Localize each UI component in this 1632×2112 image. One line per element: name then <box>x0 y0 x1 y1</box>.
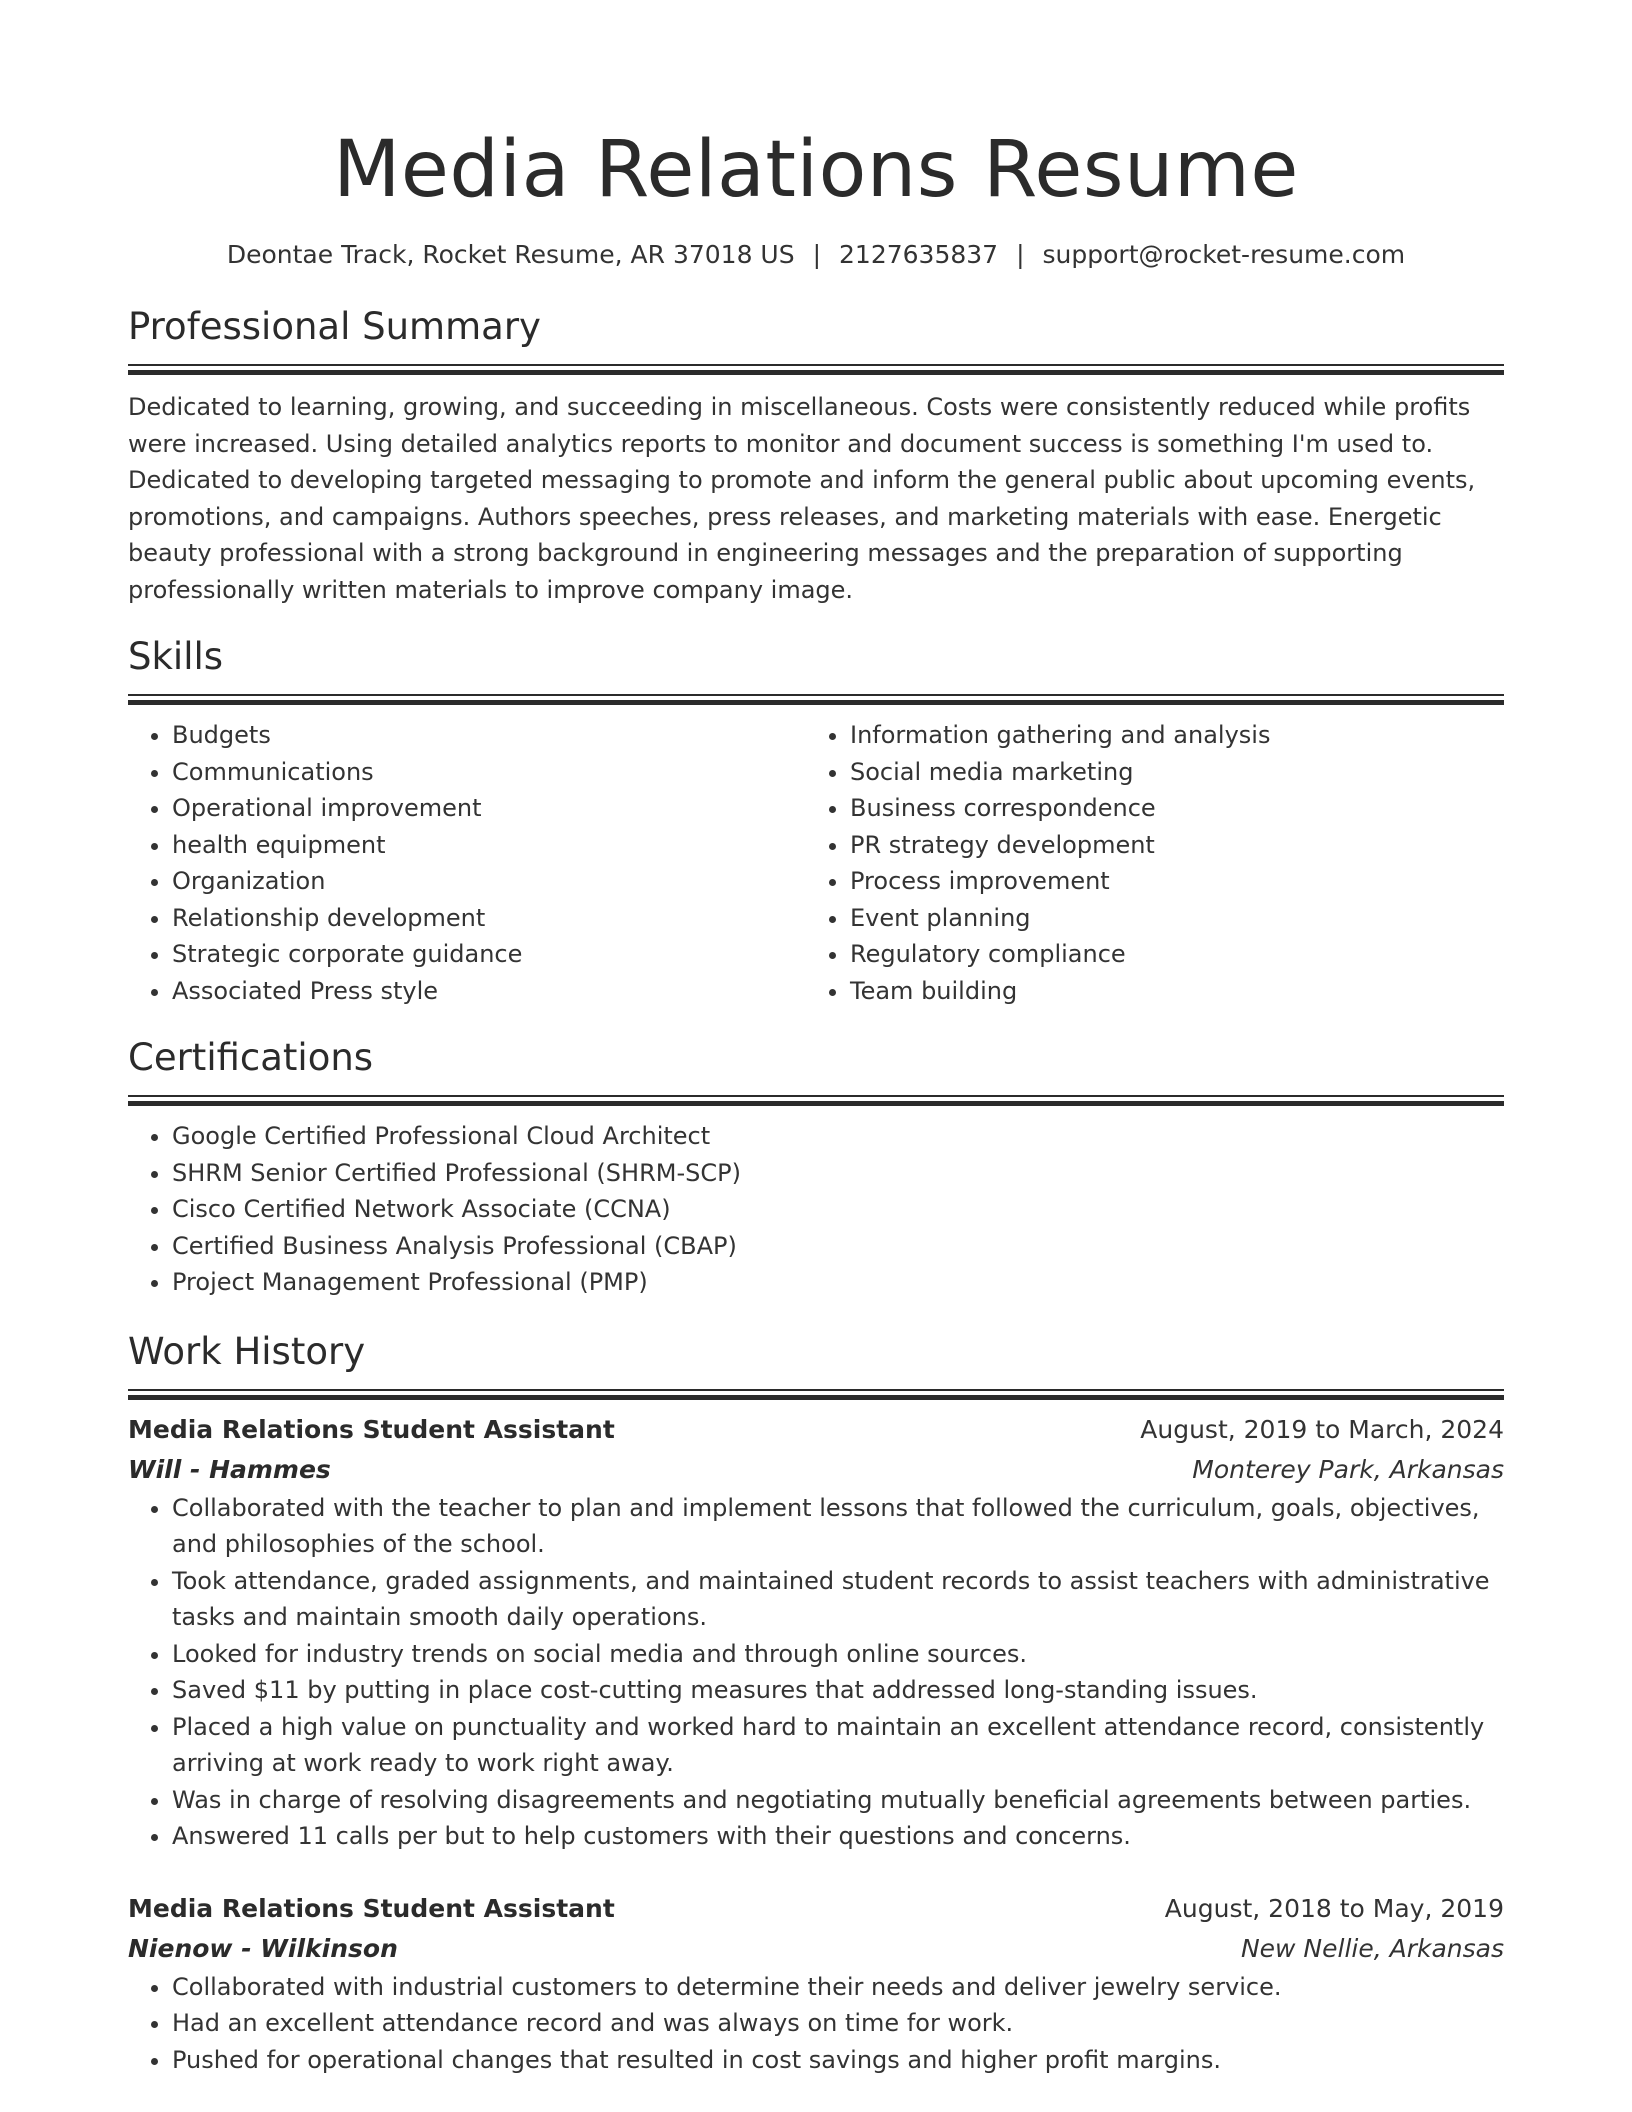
skill-item: • Strategic corporate guidance <box>172 936 806 973</box>
job-dates: August, 2019 to March, 2024 <box>1140 1414 1504 1444</box>
job-header <box>128 1410 1504 1450</box>
certification-item: • Certified Business Analysis Professional (CBAP) <box>172 1228 1504 1265</box>
job-bullets <box>128 1969 1504 2079</box>
contact-separator: | <box>812 240 822 269</box>
job-bullet: • Looked for industry trends on social media and through online sources. <box>172 1636 1504 1673</box>
job-bullet: • Answered 11 calls per but to help customers with their questions and concerns. <box>172 1818 1504 1855</box>
certification-item: • Cisco Certified Network Associate (CCNA) <box>172 1191 1504 1228</box>
skill-item: • Associated Press style <box>172 973 806 1010</box>
contact-phone: 2127635837 <box>839 240 999 269</box>
skill-item: • Relationship development <box>172 900 806 937</box>
skill-item: • Social media marketing <box>850 754 1484 791</box>
section-divider <box>128 364 1504 373</box>
job-bullet: • Collaborated with the teacher to plan and implement lessons that followed the curriculum, goals, objectives, and philosophies of the school. <box>172 1490 1504 1563</box>
contact-info <box>128 238 1504 272</box>
certification-item: • Google Certified Professional Cloud Architect <box>172 1118 1504 1155</box>
job-location: Monterey Park, Arkansas <box>1192 1454 1504 1484</box>
resume-title: Media Relations Resume <box>333 125 1299 215</box>
skill-item: • Information gathering and analysis <box>850 717 1484 754</box>
job-entry <box>128 1410 1504 1855</box>
job-bullets <box>128 1490 1504 1855</box>
job-title: Media Relations Student Assistant <box>128 1893 615 1923</box>
certification-item: • SHRM Senior Certified Professional (SHRM-SCP) <box>172 1155 1504 1192</box>
contact-separator: | <box>1016 240 1025 269</box>
work-history-section <box>128 1329 1504 2079</box>
summary-text: Dedicated to learning, growing, and succeeding in miscellaneous. Costs were consistently reduced while profits were increased. Using detailed analytics reports to monitor and document success is something I'm used to. Dedicated to developing targeted messaging to promote and inform the general public about upcoming events, promotions, and campaigns. Authors speeches, press releases, and marketing materials with ease. Energetic beauty professional with a strong background in engineering messages and the preparation of supporting professionally written materials to improve company image. <box>128 393 1476 604</box>
resume-page <box>128 0 1504 2078</box>
skills-grid <box>128 717 1504 1009</box>
skill-item: • health equipment <box>172 827 806 864</box>
section-divider <box>128 694 1504 703</box>
skills-list-right <box>806 717 1484 1009</box>
job-company: Nienow - Wilkinson <box>128 1933 398 1963</box>
skill-item: • Operational improvement <box>172 790 806 827</box>
section-divider <box>128 1095 1504 1104</box>
skill-item: • Event planning <box>850 900 1484 937</box>
certifications-list <box>128 1118 1504 1301</box>
skill-item: • Team building <box>850 973 1484 1010</box>
job-bullet: • Saved $11 by putting in place cost-cutting measures that addressed long-standing issues. <box>172 1672 1504 1709</box>
job-bullet: • Took attendance, graded assignments, and maintained student records to assist teachers with administrative tasks and maintain smooth daily operations. <box>172 1563 1504 1636</box>
skill-item: • PR strategy development <box>850 827 1484 864</box>
certifications-section <box>128 1035 1504 1301</box>
skill-item: • Organization <box>172 863 806 900</box>
certification-item: • Project Management Professional (PMP) <box>172 1264 1504 1301</box>
skill-item: • Communications <box>172 754 806 791</box>
job-bullet: • Placed a high value on punctuality and worked hard to maintain an excellent attendance record, consistently arriving at work ready to work right away. <box>172 1709 1504 1782</box>
certifications-heading: Certifications <box>128 1036 374 1079</box>
skills-heading: Skills <box>128 635 224 678</box>
job-location: New Nellie, Arkansas <box>1240 1933 1504 1963</box>
job-bullet: • Had an excellent attendance record and was always on time for work. <box>172 2005 1504 2042</box>
skills-column-left <box>128 717 806 1009</box>
contact-email: support@rocket-resume.com <box>1042 240 1406 269</box>
summary-section <box>128 304 1504 608</box>
section-divider <box>128 1389 1504 1398</box>
skill-item: • Regulatory compliance <box>850 936 1484 973</box>
job-bullet: • Collaborated with industrial customers to determine their needs and deliver jewelry service. <box>172 1969 1504 2006</box>
summary-heading: Professional Summary <box>128 305 541 348</box>
job-entry <box>128 1889 1504 2079</box>
job-dates: August, 2018 to May, 2019 <box>1164 1893 1504 1923</box>
skill-item: • Process improvement <box>850 863 1484 900</box>
skills-column-right <box>806 717 1484 1009</box>
skill-item: • Budgets <box>172 717 806 754</box>
skill-item: • Business correspondence <box>850 790 1484 827</box>
job-subheader <box>128 1450 1504 1490</box>
job-header <box>128 1889 1504 1929</box>
skills-list-left <box>128 717 806 1009</box>
job-title: Media Relations Student Assistant <box>128 1414 615 1444</box>
job-bullet: • Was in charge of resolving disagreements and negotiating mutually beneficial agreements between parties. <box>172 1782 1504 1819</box>
job-bullet: • Pushed for operational changes that resulted in cost savings and higher profit margins. <box>172 2042 1504 2079</box>
contact-address: Deontae Track, Rocket Resume, AR 37018 US <box>226 240 795 269</box>
work-history-heading: Work History <box>128 1329 366 1373</box>
job-subheader <box>128 1929 1504 1969</box>
job-company: Will - Hammes <box>128 1454 331 1484</box>
skills-section <box>128 634 1504 1009</box>
